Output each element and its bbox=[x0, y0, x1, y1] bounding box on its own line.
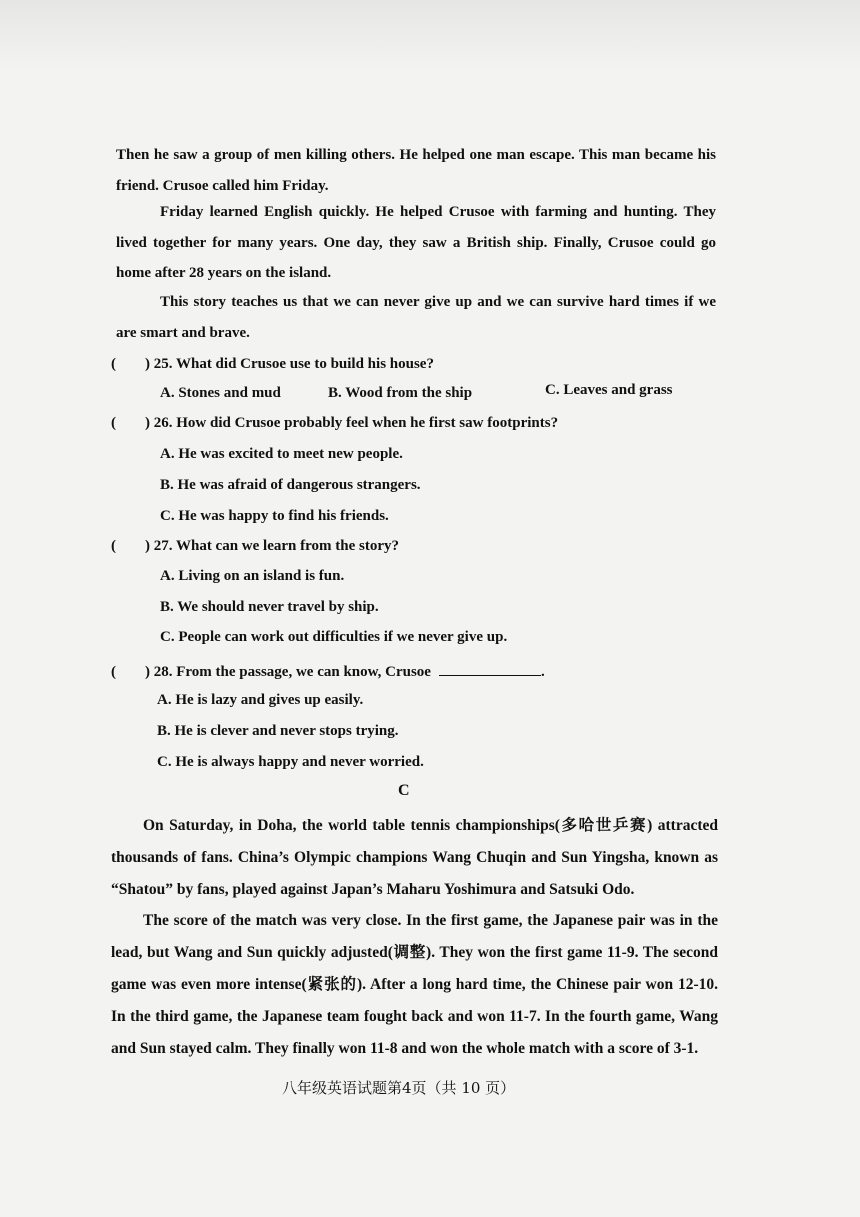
q27-option-c: C. People can work out difficulties if we never give up. bbox=[160, 629, 508, 645]
question-26 bbox=[111, 415, 558, 432]
q25-option-b: B. Wood from the ship bbox=[328, 385, 473, 401]
question-text: ) 26. How did Crusoe probably feel when he first saw footprints? bbox=[145, 415, 559, 431]
q25-option-a: A. Stones and mud bbox=[160, 385, 281, 401]
answer-bracket[interactable]: ( bbox=[111, 356, 116, 372]
question-text: ) 28. From the passage, we can know, Crusoe bbox=[145, 664, 431, 680]
question-28 bbox=[111, 661, 545, 681]
q28-option-c: C. He is always happy and never worried. bbox=[157, 754, 424, 770]
q26-option-c: C. He was happy to find his friends. bbox=[160, 508, 389, 524]
answer-bracket[interactable]: ( bbox=[111, 415, 116, 431]
q28-option-b: B. He is clever and never stops trying. bbox=[157, 723, 399, 739]
question-text: ) 27. What can we learn from the story? bbox=[145, 538, 399, 554]
q27-option-a: A. Living on an island is fun. bbox=[160, 568, 345, 584]
section-c-label: C bbox=[398, 782, 410, 799]
question-tail: . bbox=[540, 664, 545, 680]
q25-option-c: C. Leaves and grass bbox=[545, 382, 673, 398]
answer-bracket[interactable]: ( bbox=[111, 664, 116, 680]
question-text: ) 25. What did Crusoe use to build his house? bbox=[145, 356, 434, 372]
passage-b-paragraph-2: Friday learned English quickly. He helped Crusoe with farming and hunting. They lived together for many years. One day, they saw a British ship. Finally, Crusoe could go home after 28 years on the island. bbox=[116, 204, 716, 281]
question-27 bbox=[111, 538, 399, 555]
answer-blank[interactable] bbox=[439, 661, 541, 676]
answer-bracket[interactable]: ( bbox=[111, 538, 116, 554]
question-25 bbox=[111, 356, 434, 373]
passage-c-paragraph-1: On Saturday, in Doha, the world table tennis championships(多哈世乒赛) attracted thousands of fans. China’s Olympic champions Wang Chuqin and Sun Yingsha, known as “Shatou” by fans, played against Japan’s Maharu Yoshimura and Satsuki Odo. bbox=[111, 817, 718, 898]
q27-option-b: B. We should never travel by ship. bbox=[160, 599, 379, 615]
passage-b-paragraph-1: Then he saw a group of men killing others. He helped one man escape. This man became his friend. Crusoe called him Friday. bbox=[116, 147, 716, 194]
page-footer: 八年级英语试题第4页（共 10 页） bbox=[282, 1079, 516, 1097]
q26-option-b: B. He was afraid of dangerous strangers. bbox=[160, 477, 421, 493]
q26-option-a: A. He was excited to meet new people. bbox=[160, 446, 403, 462]
passage-c-paragraph-2: The score of the match was very close. In the first game, the Japanese pair was in the lead, but Wang and Sun quickly adjusted(调整). They won the first game 11-9. The second game was even more intense(紧张的). After a long hard time, the Chinese pair won 12-10. In the third game, the Japanese team fought back and won 11-7. In the fourth game, Wang and Sun stayed calm. They finally won 11-8 and won the whole match with a score of 3-1. bbox=[111, 912, 718, 1057]
q28-option-a: A. He is lazy and gives up easily. bbox=[157, 692, 364, 708]
passage-b-paragraph-3: This story teaches us that we can never give up and we can survive hard times if we are smart and brave. bbox=[116, 294, 716, 341]
scan-shadow bbox=[0, 0, 860, 70]
